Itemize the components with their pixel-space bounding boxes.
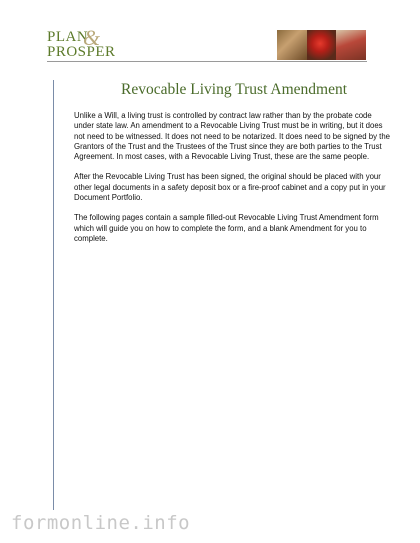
header-photo-hands — [277, 30, 307, 60]
logo-word-prosper: PROSPER — [47, 44, 116, 60]
header-photo-red-flower — [307, 30, 336, 60]
left-margin-rule — [53, 80, 54, 510]
watermark-text: formonline.info — [11, 512, 191, 534]
logo-word-plan: PLAN — [47, 29, 89, 45]
logo-ampersand: & — [83, 25, 101, 50]
body-paragraph: Unlike a Will, a living trust is controlled by contract law rather than by the probate code under state law. An amendment to a Revocable Living Trust must be in writing, but it does not need to be witnessed. It does not need to be notarized. It does need to be signed by the Grantors of the Trust and the Trustees of the Trust since they are both parties to the Trust Agreement. In most cases, with a Revocable Living Trust, these are the same people. — [74, 111, 391, 162]
plan-and-prosper-logo — [47, 25, 127, 64]
body-paragraph: After the Revocable Living Trust has been signed, the original should be placed with your other legal documents in a safety deposit box or a fire-proof cabinet and a copy put in your Document Portfolio. — [74, 172, 386, 203]
document-body — [74, 111, 392, 254]
page-title: Revocable Living Trust Amendment — [120, 81, 348, 98]
header-photo-strip — [277, 30, 366, 60]
header-photo-family — [336, 30, 366, 60]
header-divider — [47, 61, 367, 62]
body-paragraph: The following pages contain a sample filled-out Revocable Living Trust Amendment form which will guide you on how to complete the form, and a blank Amendment for you to complete. — [74, 213, 379, 243]
